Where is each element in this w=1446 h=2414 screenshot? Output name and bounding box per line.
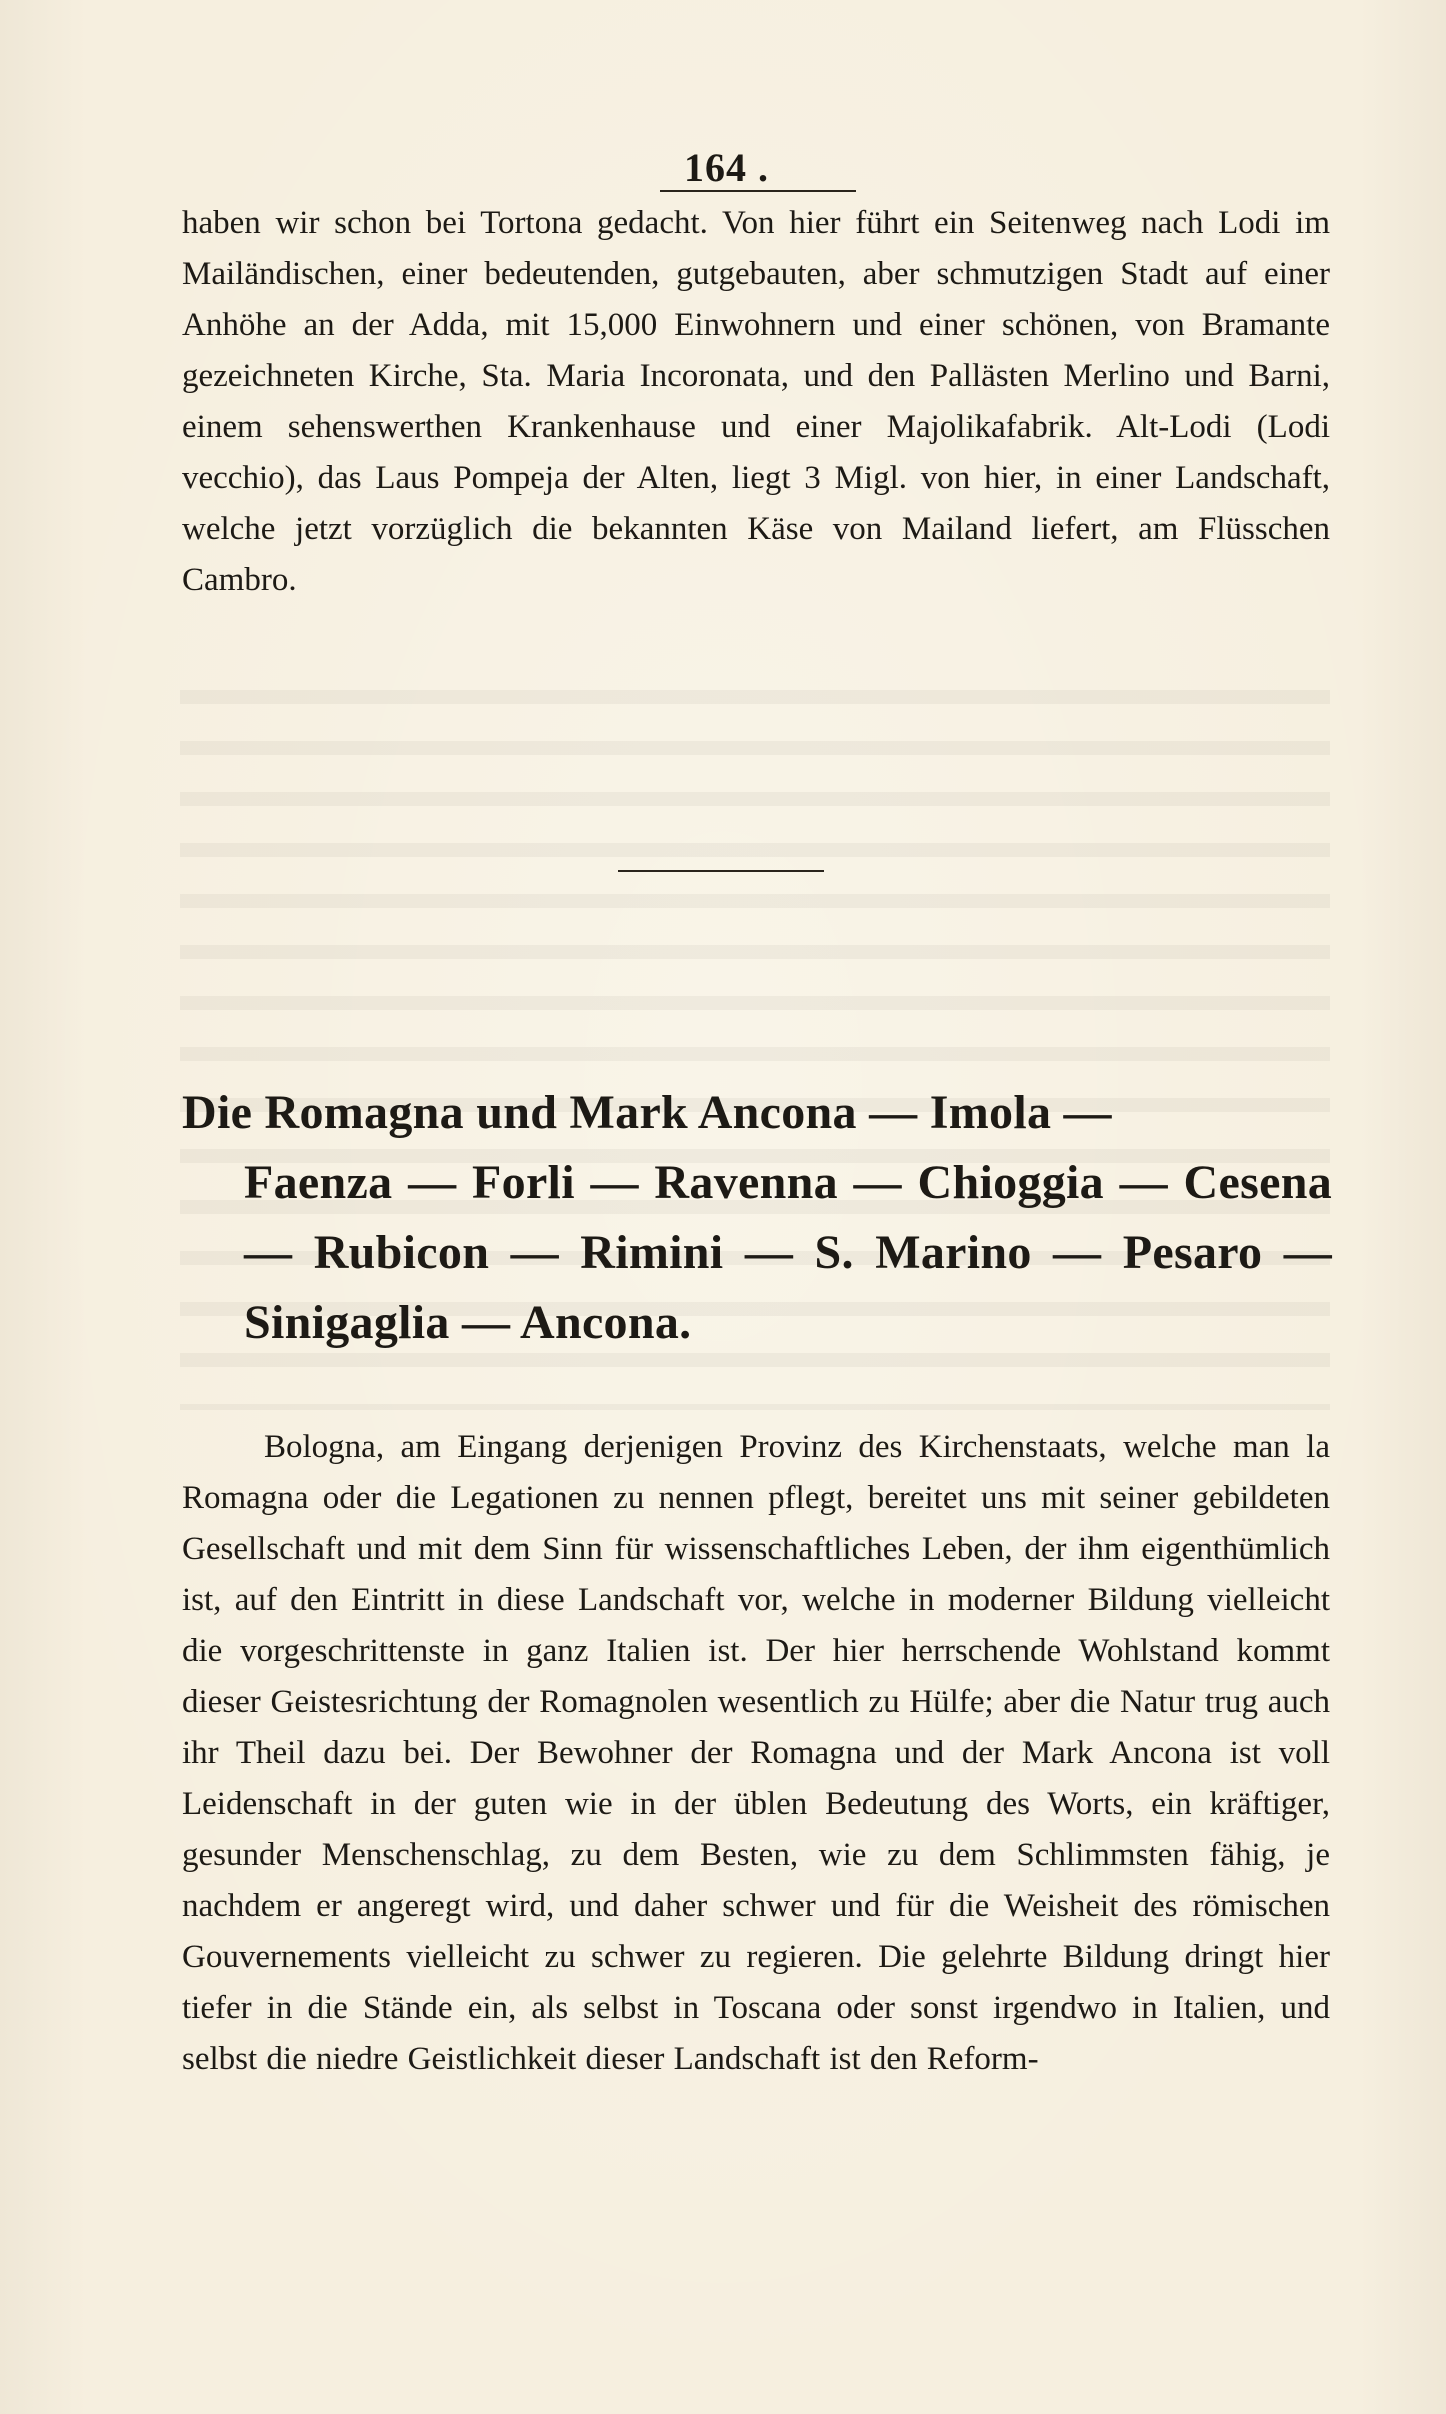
continuation-text: haben wir schon bei Tortona gedacht. Von hier führt ein Seitenweg nach Lodi im Mailändischen, einer bedeutenden, gutgebauten, aber schmutzigen Stadt auf einer Anhöhe an der Adda, mit 15,000 Einwohnern und einer schönen, von Bramante gezeichneten Kirche, Sta. Maria Incoronata, und den Pallästen Merlino und Barni, einem sehenswerthen Krankenhause und einer Majolikafabrik. Alt-Lodi (Lodi vecchio), das Laus Pompeja der Alten, liegt 3 Migl. von hier, in einer Landschaft, welche jetzt vorzüglich die bekannten Käse von Mailand liefert, am Flüsschen Cambro. [182,205,1330,598]
section-heading-rest: Faenza — Forli — Ravenna — Chioggia — Cesena — Rubicon — Rimini — S. Marino — Pesaro — Sinigaglia — Ancona. [244,1156,1332,1349]
page-header [660,144,860,194]
page-number: 164 . [684,145,769,190]
header-rule [660,190,856,192]
section-divider [618,870,824,872]
section-body-paragraph: Bologna, am Eingang derjenigen Provinz des Kirchenstaats, welche man la Romagna oder die Legationen zu nennen pflegt, bereitet uns mit seiner gebildeten Gesellschaft und mit dem Sinn für wissenschaftliches Leben, der ihm eigenthümlich ist, auf den Eintritt in diese Landschaft vor, welche in moderner Bildung vielleicht die vorgeschrittenste in ganz Italien ist. Der hier herrschende Wohlstand kommt dieser Geistesrichtung der Romagnolen wesentlich zu Hülfe; aber die Natur trug auch ihr Theil dazu bei. Der Bewohner der Romagna und der Mark Ancona ist voll Leidenschaft in der guten wie in der üblen Bedeutung des Worts, ein kräftiger, gesunder Menschenschlag, zu dem Besten, wie zu dem Schlimmsten fähig, je nachdem er angeregt wird, und daher schwer und für die Weisheit des römischen Gouvernements vielleicht zu schwer zu regieren. Die gelehrte Bildung dringt hier tiefer in die Stände ein, als selbst in Toscana oder sonst irgendwo in Italien, und selbst die niedre Geistlichkeit dieser Landschaft ist den Reform- [182,1429,1330,2077]
continuation-paragraph [182,198,1330,606]
section-heading-first-line: Die Romagna und Mark Ancona — Imola — [182,1086,1112,1139]
section-body [182,1422,1330,2085]
section-heading [182,1078,1332,1358]
